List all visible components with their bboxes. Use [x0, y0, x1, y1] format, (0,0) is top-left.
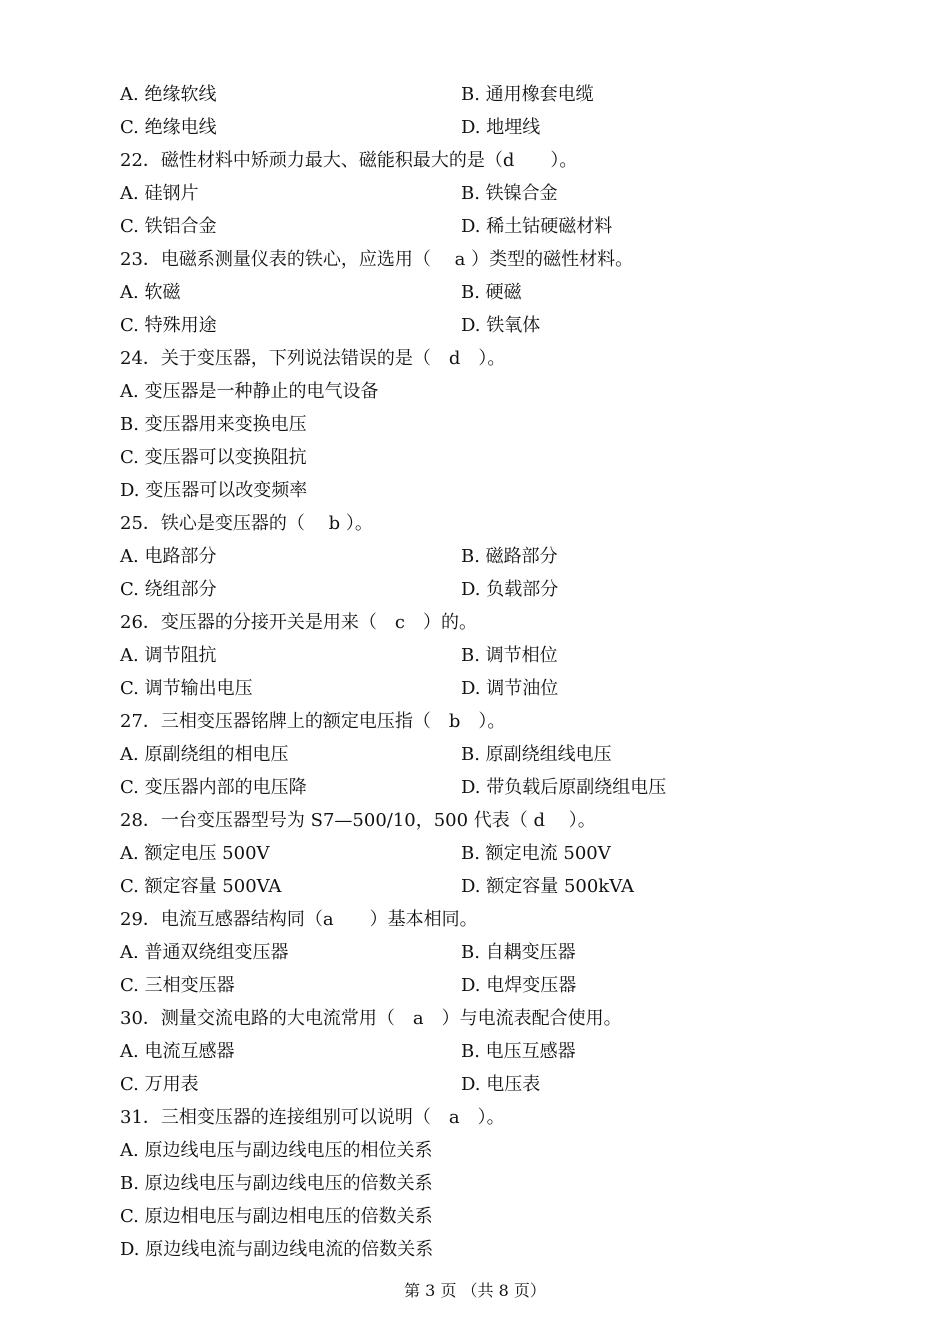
q27-stem: 27．三相变压器铭牌上的额定电压指（ b ）。: [120, 711, 506, 732]
q28-option-a: A. 额定电压 500V: [120, 843, 270, 864]
page-number-footer: 第 3 页 （共 8 页）: [404, 1281, 546, 1300]
q23-option-c: C. 特殊用途: [120, 315, 217, 336]
q27-option-c: C. 变压器内部的电压降: [120, 777, 307, 798]
q29-options-row-1: [120, 938, 860, 968]
q25-options-row-2: [120, 575, 860, 605]
q21-option-b: B. 通用橡套电缆: [461, 84, 594, 105]
q31-option-c: C. 原边相电压与副边相电压的倍数关系: [120, 1206, 433, 1227]
q25-stem: 25．铁心是变压器的（ b ）。: [120, 513, 373, 534]
q26-option-d: D. 调节油位: [461, 678, 559, 699]
q25-options-row-1: [120, 542, 860, 572]
q28-option-b: B. 额定电流 500V: [461, 843, 611, 864]
q29-option-b: B. 自耦变压器: [461, 942, 576, 963]
q29-stem: 29．电流互感器结构同（a ）基本相同。: [120, 909, 478, 930]
q22-options-row-1: [120, 179, 860, 209]
q24-stem: 24．关于变压器，下列说法错误的是（ d ）。: [120, 348, 506, 369]
q21-option-c: C. 绝缘电线: [120, 117, 217, 138]
q23-option-d: D. 铁氧体: [461, 315, 541, 336]
q22-option-c: C. 铁铝合金: [120, 216, 217, 237]
q29-option-c: C. 三相变压器: [120, 975, 235, 996]
q28-option-d: D. 额定容量 500kVA: [461, 876, 634, 897]
q21-options-row-2: [120, 113, 860, 143]
q28-options-row-2: [120, 872, 860, 902]
q26-option-b: B. 调节相位: [461, 645, 558, 666]
q24-option-d: D. 变压器可以改变频率: [120, 480, 308, 501]
q28-options-row-1: [120, 839, 860, 869]
q29-option-a: A. 普通双绕组变压器: [120, 942, 289, 963]
q28-stem: 28．一台变压器型号为 S7—500/10，500 代表（ d ）。: [120, 810, 596, 831]
q26-stem: 26．变压器的分接开关是用来（ c ）的。: [120, 612, 477, 633]
q24-option-b: B. 变压器用来变换电压: [120, 414, 307, 435]
q25-option-b: B. 磁路部分: [461, 546, 558, 567]
q22-option-d: D. 稀土钴硬磁材料: [461, 216, 613, 237]
q21-option-a: A. 绝缘软线: [120, 84, 217, 105]
q30-option-d: D. 电压表: [461, 1074, 541, 1095]
q27-option-a: A. 原副绕组的相电压: [120, 744, 289, 765]
q26-options-row-1: [120, 641, 860, 671]
q26-options-row-2: [120, 674, 860, 704]
q31-option-d: D. 原边线电流与副边线电流的倍数关系: [120, 1239, 434, 1260]
q22-option-b: B. 铁镍合金: [461, 183, 558, 204]
q25-option-c: C. 绕组部分: [120, 579, 217, 600]
q26-option-a: A. 调节阻抗: [120, 645, 217, 666]
q21-option-d: D. 地埋线: [461, 117, 541, 138]
q23-stem: 23．电磁系测量仪表的铁心，应选用（ a ）类型的磁性材料。: [120, 249, 634, 270]
q23-option-a: A. 软磁: [120, 282, 181, 303]
q30-option-c: C. 万用表: [120, 1074, 199, 1095]
q24-option-a: A. 变压器是一种静止的电气设备: [120, 381, 379, 402]
q29-option-d: D. 电焊变压器: [461, 975, 577, 996]
q28-option-c: C. 额定容量 500VA: [120, 876, 282, 897]
q21-options-row-1: [120, 80, 860, 110]
q29-options-row-2: [120, 971, 860, 1001]
q22-options-row-2: [120, 212, 860, 242]
q22-option-a: A. 硅钢片: [120, 183, 199, 204]
q25-option-d: D. 负载部分: [461, 579, 559, 600]
q27-options-row-1: [120, 740, 860, 770]
q31-option-a: A. 原边线电压与副边线电压的相位关系: [120, 1140, 433, 1161]
q27-options-row-2: [120, 773, 860, 803]
q30-options-row-2: [120, 1070, 860, 1100]
q31-option-b: B. 原边线电压与副边线电压的倍数关系: [120, 1173, 433, 1194]
q30-stem: 30．测量交流电路的大电流常用（ a ）与电流表配合使用。: [120, 1008, 622, 1029]
q27-option-d: D. 带负载后原副绕组电压: [461, 777, 667, 798]
q23-options-row-1: [120, 278, 860, 308]
q31-stem: 31．三相变压器的连接组别可以说明（ a ）。: [120, 1107, 505, 1128]
q30-options-row-1: [120, 1037, 860, 1067]
q26-option-c: C. 调节输出电压: [120, 678, 253, 699]
q30-option-b: B. 电压互感器: [461, 1041, 576, 1062]
q24-option-c: C. 变压器可以变换阻抗: [120, 447, 307, 468]
q25-option-a: A. 电路部分: [120, 546, 217, 567]
q30-option-a: A. 电流互感器: [120, 1041, 235, 1062]
q23-option-b: B. 硬磁: [461, 282, 522, 303]
q23-options-row-2: [120, 311, 860, 341]
q27-option-b: B. 原副绕组线电压: [461, 744, 612, 765]
q22-stem: 22．磁性材料中矫顽力最大、磁能积最大的是（d ）。: [120, 150, 578, 171]
